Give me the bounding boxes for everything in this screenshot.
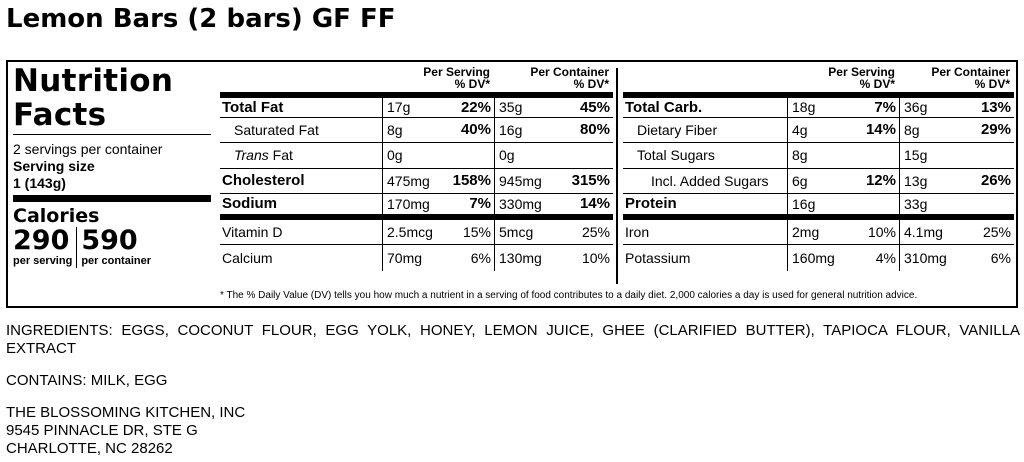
nutrient-row-calcium (220, 245, 613, 271)
serving-dv (454, 143, 494, 168)
nutrient-name: Incl. Added Sugars (651, 172, 769, 189)
calories-label: Calories (13, 205, 100, 227)
serving-dv (859, 143, 899, 168)
container-dv: 6% (990, 249, 1011, 266)
header-per-serving (787, 66, 899, 92)
container-amount: 5mcg (494, 220, 566, 245)
column-header (623, 66, 1014, 92)
header-dv-text: % DV* (573, 77, 609, 91)
serving-dv: 7% (874, 98, 896, 116)
serving-amount: 4g (787, 118, 859, 143)
nutrient-name: Dietary Fiber (637, 121, 718, 138)
calories-per-container: 590 (81, 225, 138, 256)
container-amount: 36g (899, 98, 971, 117)
container-dv: 10% (581, 249, 610, 266)
container-amount: 33g (899, 194, 971, 214)
serving-dv: 6% (470, 249, 491, 266)
serving-dv: 22% (460, 98, 491, 116)
product-title: Lemon Bars (2 bars) GF FF (6, 4, 396, 34)
nutrient-row-total-sugars (623, 143, 1014, 169)
container-dv (971, 194, 1014, 214)
nutrient-row-total-fat (220, 92, 613, 118)
calories-per-serving: 290 (13, 225, 70, 256)
container-amount: 13g (899, 169, 971, 194)
serving-size-value: 1 (143g) (13, 175, 66, 191)
nutrient-row-vitamin-d (220, 220, 613, 246)
serving-amount: 17g (382, 98, 454, 117)
container-amount: 0g (494, 143, 566, 168)
container-dv: 80% (579, 121, 610, 139)
serving-dv: 14% (865, 121, 896, 139)
nutrient-name: Protein (625, 195, 677, 213)
container-amount: 8g (899, 118, 971, 143)
serving-dv: 4% (875, 249, 896, 266)
nutrient-name-rest: Fat (268, 147, 293, 164)
serving-amount: 170mg (382, 194, 454, 214)
per-container-caption: per container (81, 255, 151, 267)
title-line-2: Facts (13, 97, 107, 133)
nutrient-row-sodium (220, 194, 613, 220)
container-amount: 15g (899, 143, 971, 168)
serving-dv: 7% (469, 195, 491, 213)
container-amount: 330mg (494, 194, 566, 214)
container-dv (566, 143, 613, 168)
container-dv: 25% (581, 223, 610, 240)
nutrient-name: Iron (625, 223, 650, 240)
serving-amount: 475mg (382, 169, 454, 194)
container-amount: 945mg (494, 169, 566, 194)
nutrient-row-cholesterol (220, 169, 613, 195)
nutrient-row-added-sugars (623, 169, 1014, 195)
container-dv: 26% (980, 172, 1011, 190)
serving-dv: 15% (462, 223, 491, 240)
container-dv: 315% (571, 172, 610, 190)
manufacturer-address (6, 404, 245, 458)
address-line-3: CHARLOTTE, NC 28262 (6, 440, 173, 457)
serving-dv (859, 194, 899, 214)
serving-dv: 10% (867, 223, 896, 240)
serving-dv: 40% (460, 121, 491, 139)
ingredients-statement: INGREDIENTS: EGGS, COCONUT FLOUR, EGG YOLK, HONEY, LEMON JUICE, GHEE (CLARIFIED BUTTER), TAPIOCA FLOUR, VANILLA EXTRACT (6, 322, 1020, 357)
title-line-1: Nutrition (13, 63, 174, 99)
serving-dv: 12% (865, 172, 896, 190)
container-amount: 4.1mg (899, 220, 971, 245)
nutrition-facts-title (13, 64, 211, 132)
serving-amount: 70mg (382, 245, 454, 271)
nutrient-row-total-carb (623, 92, 1014, 118)
header-per-container (494, 66, 613, 92)
calories-per-serving-group (13, 227, 76, 268)
allergen-statement: CONTAINS: MILK, EGG (6, 372, 168, 389)
container-dv: 13% (980, 98, 1011, 116)
nutrient-row-saturated-fat (220, 118, 613, 144)
nutrient-name-italic: Trans (234, 147, 269, 164)
nutrient-row-iron (623, 220, 1014, 246)
container-amount: 16g (494, 118, 566, 143)
serving-amount: 0g (382, 143, 454, 168)
nutrients-right-column (623, 66, 1014, 271)
container-amount: 35g (494, 98, 566, 117)
nutrients-left-column (220, 66, 613, 271)
calories-per-container-group (76, 227, 155, 268)
nutrient-name: Calcium (222, 249, 273, 266)
container-dv: 29% (980, 121, 1011, 139)
serving-size-label: Serving size (13, 158, 95, 174)
nutrient-row-trans-fat (220, 143, 613, 169)
nutrient-name: Saturated Fat (234, 121, 319, 138)
column-header (220, 66, 613, 92)
container-amount: 130mg (494, 245, 566, 271)
header-per-container (899, 66, 1014, 92)
nutrition-facts-label (6, 60, 1018, 308)
container-dv: 25% (982, 223, 1011, 240)
header-per-serving-text: Per Serving (423, 65, 490, 79)
servings-per-container: 2 servings per container (13, 141, 163, 157)
serving-amount: 16g (787, 194, 859, 214)
nutrient-name: Total Sugars (637, 147, 715, 164)
serving-amount: 2.5mcg (382, 220, 454, 245)
header-per-container-text: Per Container (931, 65, 1010, 79)
serving-amount: 6g (787, 169, 859, 194)
header-dv-text: % DV* (974, 77, 1010, 91)
header-dv-text: % DV* (454, 77, 490, 91)
serving-amount: 8g (382, 118, 454, 143)
header-per-container-text: Per Container (530, 65, 609, 79)
container-amount: 310mg (899, 245, 971, 271)
serving-amount: 160mg (787, 245, 859, 271)
column-divider (616, 68, 618, 284)
nutrient-name: Vitamin D (222, 223, 283, 240)
container-dv: 45% (579, 98, 610, 116)
per-serving-caption: per serving (13, 255, 73, 267)
container-dv (971, 143, 1014, 168)
address-line-1: THE BLOSSOMING KITCHEN, INC (6, 404, 246, 421)
nutrient-name: Cholesterol (222, 172, 305, 190)
header-per-serving-text: Per Serving (828, 65, 895, 79)
nutrient-row-dietary-fiber (623, 118, 1014, 144)
serving-dv: 158% (452, 172, 491, 190)
nutrient-name: Total Carb. (625, 98, 703, 116)
daily-value-footnote: * The % Daily Value (DV) tells you how much a nutrient in a serving of food contributes to a daily diet. 2,000 calories a day is used for general nutrition advice. (220, 290, 918, 301)
serving-amount: 2mg (787, 220, 859, 245)
nutrition-summary (13, 64, 211, 268)
address-line-2: 9545 PINNACLE DR, STE G (6, 422, 198, 439)
nutrient-name: Potassium (625, 249, 691, 266)
thick-divider (13, 195, 211, 202)
container-dv: 14% (579, 195, 610, 213)
nutrient-name: Total Fat (222, 98, 284, 116)
nutrient-row-potassium (623, 245, 1014, 271)
nutrient-name (220, 143, 382, 168)
serving-amount: 18g (787, 98, 859, 117)
calories-values (13, 227, 211, 268)
nutrient-name: Sodium (222, 195, 277, 213)
serving-amount: 8g (787, 143, 859, 168)
header-dv-text: % DV* (859, 77, 895, 91)
divider (13, 134, 211, 135)
header-per-serving (382, 66, 494, 92)
nutrient-row-protein (623, 194, 1014, 220)
